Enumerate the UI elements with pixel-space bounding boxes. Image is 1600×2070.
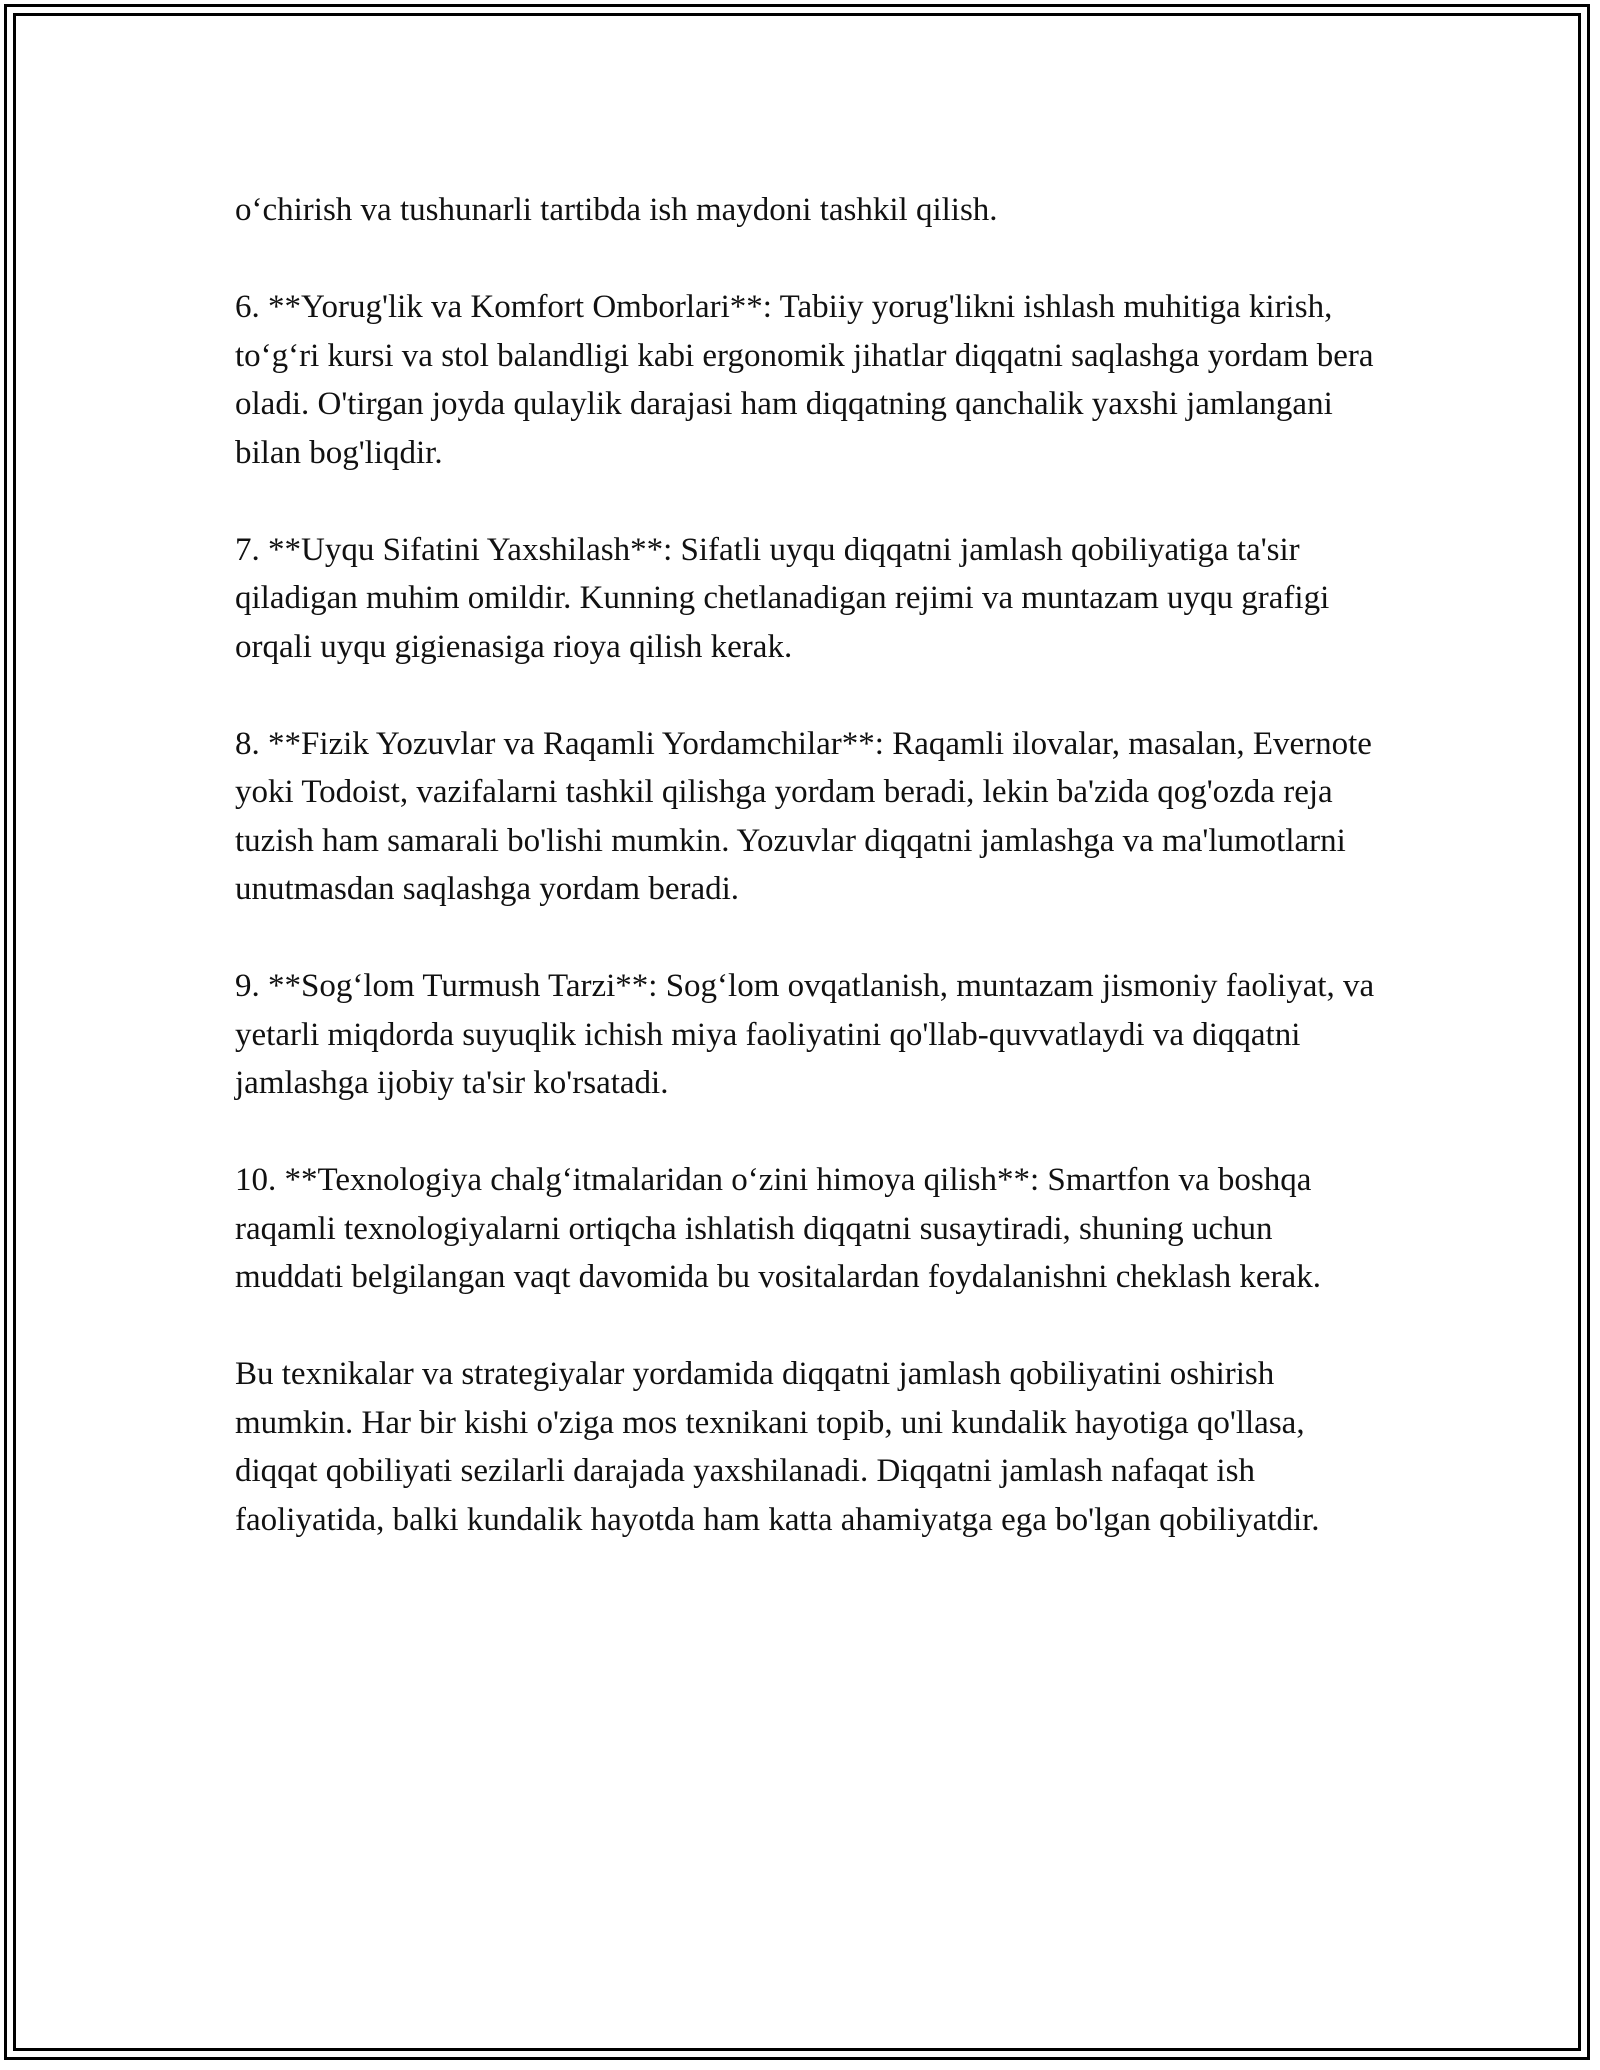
- paragraph-item-6: 6. **Yorug'lik va Komfort Omborlari**: Tabiiy yorug'likni ishlash muhitiga kirish, to‘g‘ri kursi va stol balandligi kabi ergonomik jihatlar diqqatni saqlashga yordam bera oladi. O'tirgan joyda qulaylik darajasi ham diqqatning qanchalik yaxshi jamlangani bilan bog'liqdir.: [235, 289, 1374, 471]
- document-body: [235, 186, 1375, 1593]
- paragraph-item-7: 7. **Uyqu Sifatini Yaxshilash**: Sifatli uyqu diqqatni jamlash qobiliyatiga ta'sir qiladigan muhim omildir. Kunning chetlanadigan rejimi va muntazam uyqu grafigi orqali uyqu gigienasiga rioya qilish kerak.: [235, 531, 1330, 665]
- paragraph-item-9: 9. **Sog‘lom Turmush Tarzi**: Sog‘lom ovqatlanish, muntazam jismoniy faoliyat, va yetarli miqdorda suyuqlik ichish miya faoliyatini qo'llab-quvvatlaydi va diqqatni jamlashga ijobiy ta'sir ko'rsatadi.: [235, 968, 1375, 1101]
- paragraph-conclusion: Bu texnikalar va strategiyalar yordamida diqqatni jamlash qobiliyatini oshirish mumkin. Har bir kishi o'ziga mos texnikani topib, uni kundalik hayotiga qo'llasa, diqqat qobiliyati sezilarli darajada yaxshilanadi. Diqqatni jamlash nafaqat ish faoliyatida, balki kundalik hayotda ham katta ahamiyatga ega bo'lgan qobiliyatdir.: [235, 1356, 1320, 1538]
- paragraph-item-8: 8. **Fizik Yozuvlar va Raqamli Yordamchilar**: Raqamli ilovalar, masalan, Evernote yoki Todoist, vazifalarni tashkil qilishga yordam beradi, lekin ba'zida qog'ozda reja tuzish ham samarali bo'lishi mumkin. Yozuvlar diqqatni jamlashga va ma'lumotlarni unutmasdan saqlashga yordam beradi.: [235, 725, 1372, 907]
- paragraph-item-10: 10. **Texnologiya chalg‘itmalaridan o‘zini himoya qilish**: Smartfon va boshqa raqamli texnologiyalarni ortiqcha ishlatish diqqatni susaytiradi, shuning uchun muddati belgilangan vaqt davomida bu vositalardan foydalanishni cheklash kerak.: [235, 1162, 1321, 1295]
- paragraph-continuation: o‘chirish va tushunarli tartibda ish maydoni tashkil qilish.: [235, 192, 998, 228]
